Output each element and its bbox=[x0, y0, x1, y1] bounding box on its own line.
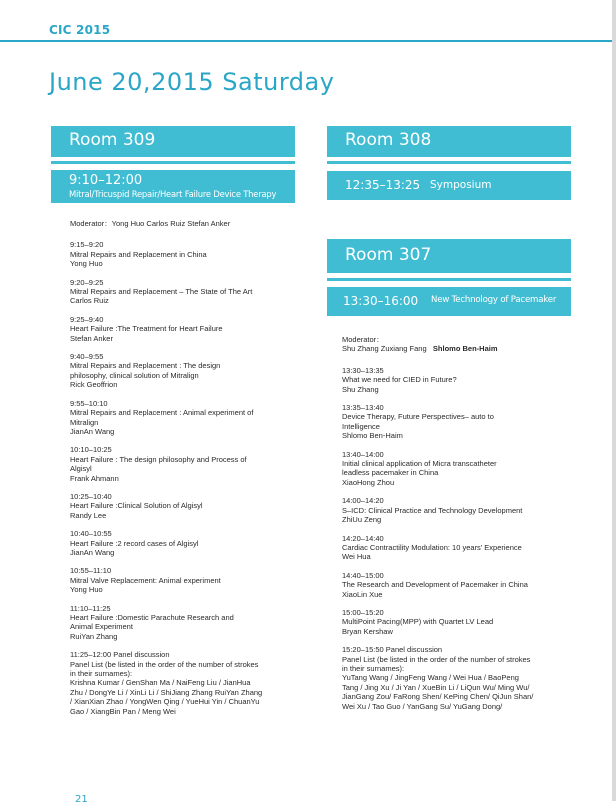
item-line: Initial clinical application of Micra transcatheter bbox=[342, 459, 497, 469]
moderator-line: Moderator：Yong Huo Carlos Ruiz Stefan Anker bbox=[70, 219, 231, 228]
program-item bbox=[342, 534, 572, 562]
moderator-names: Shu Zhang Zuxiang Fang bbox=[342, 344, 427, 354]
room-309-program bbox=[70, 219, 302, 725]
program-item bbox=[342, 645, 572, 711]
item-speaker: Yong Huo bbox=[70, 585, 103, 595]
item-time: 9:25–9:40 bbox=[70, 314, 104, 324]
item-line: Device Therapy, Future Perspectives– auto to bbox=[342, 412, 494, 422]
program-item bbox=[342, 450, 572, 488]
item-speaker: XiaoHong Zhou bbox=[342, 477, 395, 487]
room-309-title: Room 309 bbox=[51, 126, 295, 157]
program-item bbox=[342, 403, 572, 441]
item-time: 10:25–10:40 bbox=[70, 491, 112, 501]
item-time: 11:25–12:00 Panel discussion bbox=[70, 650, 170, 660]
program-item bbox=[70, 352, 302, 390]
item-speaker: Carlos Ruiz bbox=[70, 296, 109, 306]
page-edge bbox=[612, 0, 616, 801]
item-line: Heart Failure :The Treatment for Heart Failure bbox=[70, 324, 223, 334]
item-line: MultiPoint Pacing(MPP) with Quartet LV Lead bbox=[342, 617, 494, 627]
item-line: Mitralign bbox=[70, 417, 99, 427]
session-time: 9:10–12:00 bbox=[69, 173, 143, 188]
header-rule bbox=[0, 40, 616, 42]
program-item bbox=[70, 650, 302, 716]
program-item bbox=[70, 399, 302, 437]
item-line: in their surnames): bbox=[70, 669, 133, 679]
item-speaker: Randy Lee bbox=[70, 510, 107, 520]
room-307-program bbox=[342, 335, 572, 720]
item-time: 10:10–10:25 bbox=[70, 445, 112, 455]
item-line: Zhu / DongYe Li / XinLi Li / ShiJiang Zhang RuiYan Zhang bbox=[70, 687, 263, 697]
moderator-block bbox=[342, 335, 572, 354]
item-time: 9:15–9:20 bbox=[70, 240, 104, 250]
page-header bbox=[0, 0, 616, 44]
item-time: 10:40–10:55 bbox=[70, 529, 112, 539]
item-time: 14:20–14:40 bbox=[342, 533, 384, 543]
item-line: Heart Failure :2 record cases of Algisyl bbox=[70, 538, 199, 548]
item-line: Heart Failure :Domestic Parachute Research and bbox=[70, 613, 234, 622]
item-speaker: ZhiUu Zeng bbox=[342, 515, 382, 525]
item-time: 13:35–13:40 bbox=[342, 403, 384, 413]
session-time: 13:30–16:00 bbox=[343, 294, 419, 308]
room-309-divider bbox=[51, 161, 295, 164]
item-line: Heart Failure :Clinical Solution of Algisyl bbox=[70, 501, 203, 511]
item-line: Mitral Repairs and Replacement – The State of The Art bbox=[70, 287, 253, 297]
item-line: Mitral Repairs and Replacement : The design bbox=[70, 361, 221, 371]
page-number: 21 bbox=[75, 794, 88, 805]
item-line: Panel List (be listed in the order of the number of strokes bbox=[342, 654, 531, 664]
program-item bbox=[70, 492, 302, 520]
room-308-session-header bbox=[327, 171, 571, 200]
item-line: Cardiac Contractility Modulation: 10 years’ Experience bbox=[342, 542, 522, 552]
item-line: philosophy, clinical solution of Mitralign bbox=[70, 370, 199, 380]
item-time: 9:20–9:25 bbox=[70, 277, 104, 287]
item-line: Wei Xu / Tao Guo / YanGang Su/ YuGang Dong/ bbox=[342, 701, 503, 711]
program-item bbox=[70, 566, 302, 594]
program-item bbox=[342, 366, 572, 394]
session-title: Symposium bbox=[430, 179, 492, 191]
item-line: S–ICD: Clinical Practice and Technology Development bbox=[342, 505, 523, 515]
item-time: 15:00–15:20 bbox=[342, 607, 384, 617]
program-item bbox=[70, 604, 302, 642]
moderator-highlight: Shlomo Ben-Haim bbox=[432, 344, 498, 354]
item-line: in their surnames): bbox=[342, 663, 405, 673]
session-title: Mitral/Tricuspid Repair/Heart Failure Device Therapy bbox=[69, 189, 277, 199]
room-308-title: Room 308 bbox=[327, 126, 571, 157]
room-307-title: Room 307 bbox=[327, 239, 571, 273]
item-speaker: RuiYan Zhang bbox=[70, 631, 118, 641]
item-time: 13:40–14:00 bbox=[342, 449, 384, 459]
room-309-session-header bbox=[51, 170, 295, 203]
item-time: 11:10–11:25 bbox=[70, 603, 111, 613]
item-speaker: Shu Zhang bbox=[342, 384, 379, 394]
item-line: Mitral Repairs and Replacement in China bbox=[70, 249, 207, 259]
item-time: 15:20–15:50 Panel discussion bbox=[342, 645, 443, 655]
program-item bbox=[342, 496, 572, 524]
session-time: 12:35–13:25 bbox=[345, 178, 421, 192]
moderator-names-line bbox=[342, 344, 572, 353]
conference-tag: CIC 2015 bbox=[49, 23, 111, 37]
item-speaker: JianAn Wang bbox=[70, 547, 115, 557]
item-line: Heart Failure : The design philosophy and Process of bbox=[70, 454, 247, 464]
program-item bbox=[70, 445, 302, 483]
moderator-label: Moderator： bbox=[342, 335, 384, 344]
item-time: 9:55–10:10 bbox=[70, 398, 108, 408]
item-line: What we need for CIED in Future? bbox=[342, 375, 457, 385]
item-speaker: Stefan Anker bbox=[70, 333, 113, 343]
item-speaker: Rick Geoffrion bbox=[70, 380, 118, 390]
item-speaker: Frank Ahmann bbox=[70, 473, 119, 483]
item-line: The Research and Development of Pacemaker in China bbox=[342, 580, 528, 590]
item-line: Krishna Kumar / GenShan Ma / NaiFeng Liu / JianHua bbox=[70, 678, 251, 688]
item-time: 14:40–15:00 bbox=[342, 570, 384, 580]
item-line: YuTang Wang / JingFeng Wang / Wei Hua / BaoPeng bbox=[342, 673, 519, 683]
room-308-divider bbox=[327, 161, 571, 164]
item-speaker: XiaoLin Xue bbox=[342, 589, 383, 599]
item-time: 13:30–13:35 bbox=[342, 365, 384, 375]
program-item bbox=[70, 240, 302, 268]
program-item bbox=[70, 529, 302, 557]
program-item bbox=[70, 315, 302, 343]
item-speaker: JianAn Wang bbox=[70, 426, 115, 436]
item-time: 9:40–9:55 bbox=[70, 352, 104, 362]
item-line: Intelligence bbox=[342, 421, 380, 431]
session-title: New Technology of Pacemaker bbox=[431, 295, 557, 305]
item-line: Mitral Valve Replacement: Animal experiment bbox=[70, 575, 221, 585]
program-item bbox=[70, 278, 302, 306]
page-title-date: June 20,2015 Saturday bbox=[49, 68, 335, 96]
room-307-session-header bbox=[327, 287, 571, 316]
item-line: Mitral Repairs and Replacement : Animal experiment of bbox=[70, 408, 254, 418]
item-line: Algisyl bbox=[70, 464, 92, 474]
room-307-divider bbox=[327, 278, 571, 281]
item-time: 14:00–14:20 bbox=[342, 496, 384, 506]
item-line: / XianXian Zhao / YongWen Qing / YueHui Yin / ChuanYu bbox=[70, 697, 260, 707]
item-speaker: Bryan Kershaw bbox=[342, 626, 393, 636]
item-line: Panel List (be listed in the order of the number of strokes bbox=[70, 659, 259, 669]
program-item bbox=[342, 571, 572, 599]
item-line: JianGang Zou/ FaRong Shen/ KePing Chen/ QiJun Shan/ bbox=[342, 692, 534, 702]
program-item bbox=[342, 608, 572, 636]
item-speaker: Wei Hua bbox=[342, 552, 371, 562]
item-speaker: Shlomo Ben-Haim bbox=[342, 431, 403, 441]
item-time: 10:55–11:10 bbox=[70, 566, 112, 576]
item-speaker: Yong Huo bbox=[70, 259, 103, 269]
item-line: Tang / Jing Xu / Ji Yan / XueBin Li / LiQun Wu/ Ming Wu/ bbox=[342, 682, 530, 692]
item-line: leadless pacemaker in China bbox=[342, 468, 439, 478]
item-line: Gao / XiangBin Pan / Meng Wei bbox=[70, 706, 176, 716]
item-line: Animal Experiment bbox=[70, 622, 133, 632]
